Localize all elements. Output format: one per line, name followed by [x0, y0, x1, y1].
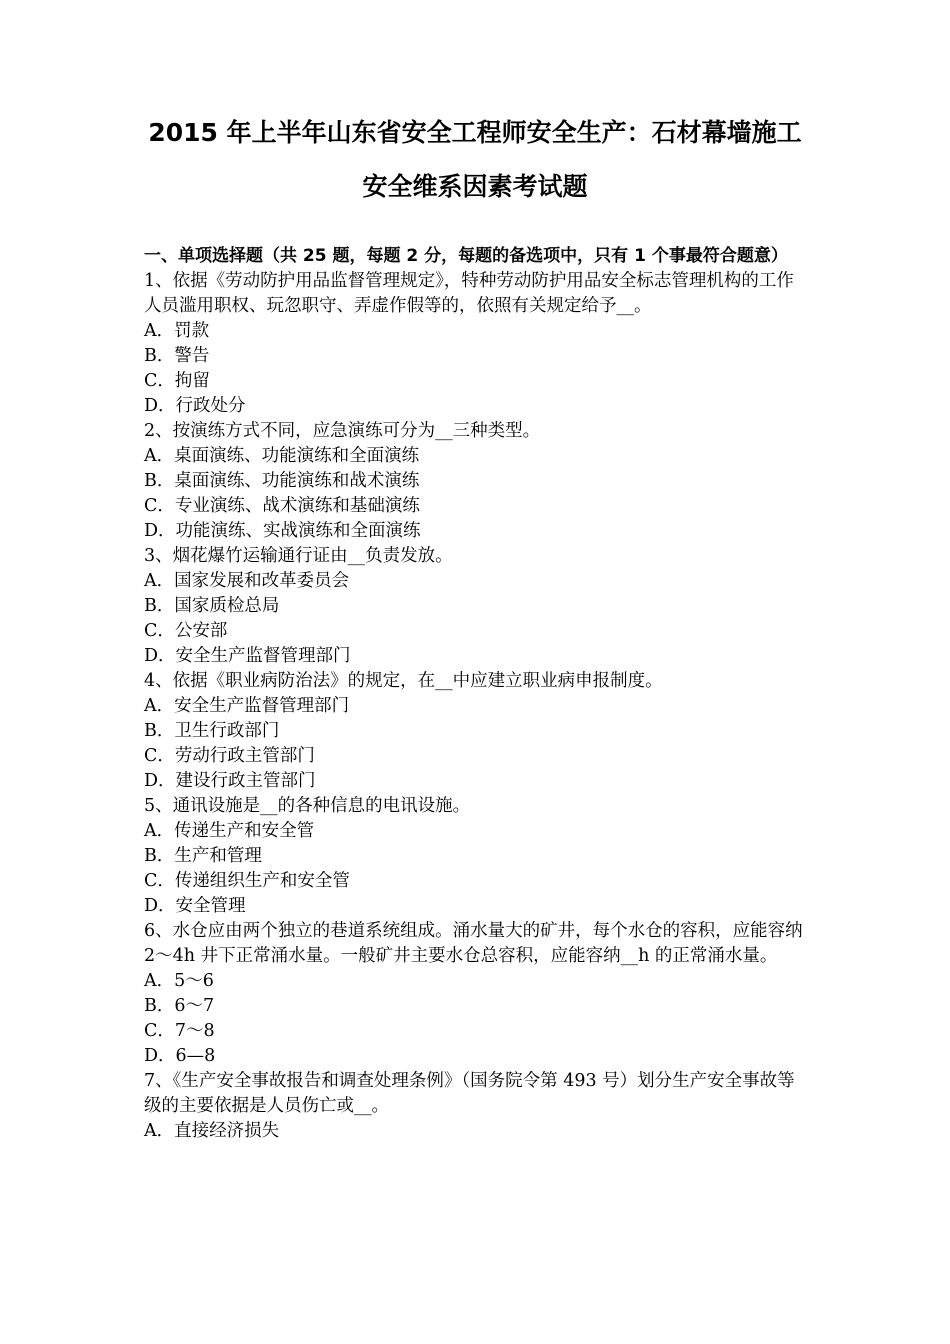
question-1: [144, 269, 808, 419]
option: B．生产和管理: [144, 846, 262, 866]
option: B．卫生行政部门: [144, 721, 280, 741]
option: C．传递组织生产和安全管: [144, 871, 350, 891]
question-stem: 1、依据《劳动防护用品监督管理规定》，特种劳动防护用品安全标志管理机构的工作人员滥用职权、玩忽职守、弄虚作假等的，依照有关规定给予__。: [144, 271, 794, 316]
question-6: [144, 919, 808, 1069]
option: D．6—8: [144, 1046, 216, 1066]
option: A．5～6: [144, 971, 214, 991]
option: D．建设行政主管部门: [144, 771, 316, 791]
question-stem: 7、《生产安全事故报告和调查处理条例》（国务院令第 493 号）划分生产安全事故等级的主要依据是人员伤亡或__。: [144, 1071, 795, 1116]
section-heading: 一、单项选择题（共 25 题，每题 2 分，每题的备选项中，只有 1 个事最符合题意）: [144, 246, 788, 266]
option: A．安全生产监督管理部门: [144, 696, 350, 716]
question-5: [144, 794, 808, 919]
question-stem: 3、烟花爆竹运输通行证由__负责发放。: [144, 546, 453, 566]
option: D．功能演练、实战演练和全面演练: [144, 521, 421, 541]
option: C．专业演练、战术演练和基础演练: [144, 496, 420, 516]
option: A．传递生产和安全管: [144, 821, 315, 841]
option: C．7～8: [144, 1021, 215, 1041]
option: D．安全生产监督管理部门: [144, 646, 351, 666]
option: C．拘留: [144, 371, 210, 391]
option: B．6～7: [144, 996, 215, 1016]
option: D．行政处分: [144, 396, 246, 416]
option: B．桌面演练、功能演练和战术演练: [144, 471, 420, 491]
document-body: [144, 244, 808, 1144]
option: D．安全管理: [144, 896, 246, 916]
question-3: [144, 544, 808, 669]
question-2: [144, 419, 808, 544]
option: A．直接经济损失: [144, 1121, 280, 1141]
option: A．国家发展和改革委员会: [144, 571, 350, 591]
question-stem: 5、通讯设施是__的各种信息的电讯设施。: [144, 796, 471, 816]
document-title-line1: 2015 年上半年山东省安全工程师安全生产：石材幕墙施工: [148, 118, 802, 147]
option: B．国家质检总局: [144, 596, 280, 616]
option: A．桌面演练、功能演练和全面演练: [144, 446, 420, 466]
document-title-line2: 安全维系因素考试题: [362, 172, 588, 201]
option: A．罚款: [144, 321, 210, 341]
question-stem: 6、水仓应由两个独立的巷道系统组成。涌水量大的矿井，每个水仓的容积，应能容纳 2～4h 井下正常涌水量。一般矿井主要水仓总容积，应能容纳__h 的正常涌水量。: [144, 921, 803, 966]
question-stem: 2、按演练方式不同，应急演练可分为__三种类型。: [144, 421, 541, 441]
option: C．劳动行政主管部门: [144, 746, 315, 766]
question-4: [144, 669, 808, 794]
question-stem: 4、依据《职业病防治法》的规定，在__中应建立职业病申报制度。: [144, 671, 663, 691]
question-7: [144, 1069, 808, 1144]
option: B．警告: [144, 346, 210, 366]
option: C．公安部: [144, 621, 228, 641]
